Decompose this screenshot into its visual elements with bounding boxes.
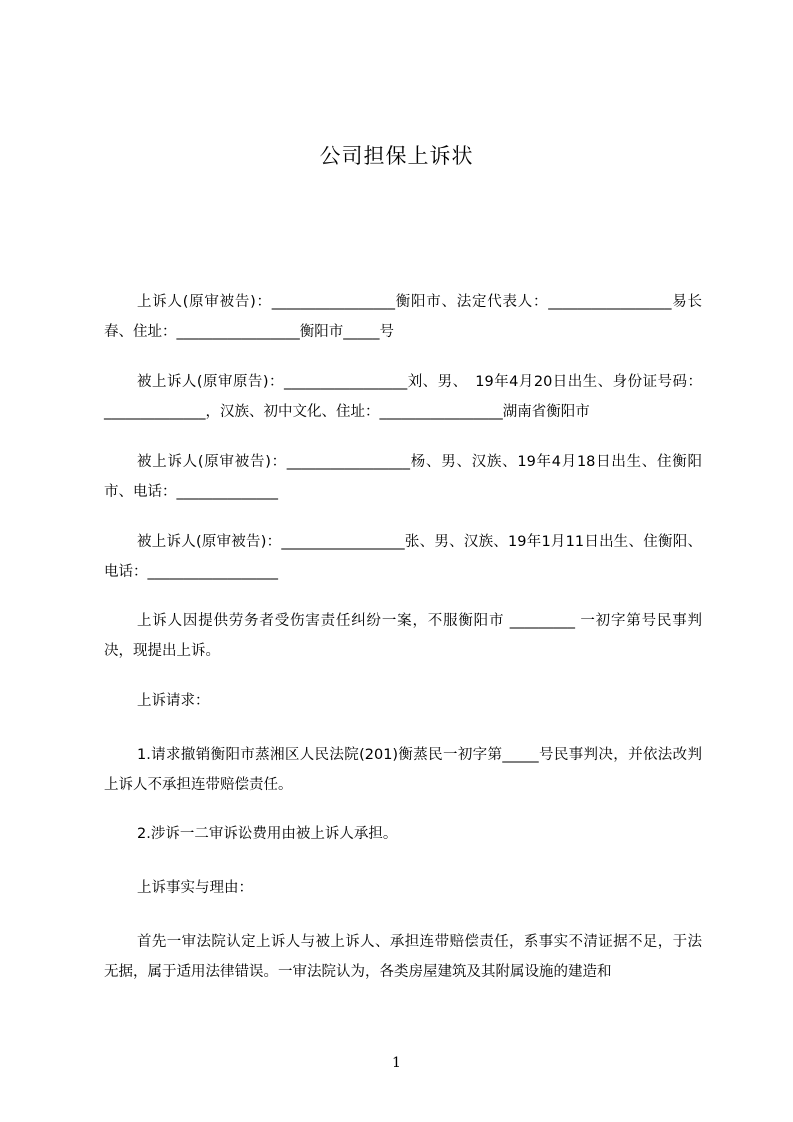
page-number: 1 (392, 1055, 401, 1071)
claim-2-paragraph: 2.涉诉一二审诉讼费用由被上诉人承担。 (137, 826, 398, 842)
case-statement-paragraph: 上诉人因提供劳务者受伤害责任纠纷一案，不服衡阳市 _________ 一初字第号民事判决，现提出上诉。 (104, 613, 702, 659)
facts-heading: 上诉事实与理由： (137, 880, 253, 896)
claim-1-paragraph: 1.请求撤销衡阳市蒸湘区人民法院(201)衡蒸民一初字第_____号民事判决，并依法改判上诉人不承担连带赔偿责任。 (104, 747, 702, 793)
appellant-paragraph: 上诉人(原审被告)：_________________衡阳市、法定代表人：_________________易长春、住址：_________________衡阳市_____号 (104, 294, 702, 340)
claims-heading: 上诉请求： (137, 693, 210, 709)
appellee-3-paragraph: 被上诉人(原审被告)：_________________张、男、汉族、19年1月11日出生、住衡阳、电话：__________________ (104, 534, 702, 580)
document-title: 公司担保上诉状 (319, 144, 474, 168)
facts-paragraph: 首先一审法院认定上诉人与被上诉人、承担连带赔偿责任，系事实不清证据不足，于法无据，属于适用法律错误。一审法院认为，各类房屋建筑及其附属设施的建造和 (104, 934, 702, 980)
appellee-2-paragraph: 被上诉人(原审被告)：_________________杨、男、汉族、19年4月18日出生、住衡阳市、电话：______________ (104, 454, 702, 500)
appellee-1-paragraph: 被上诉人(原审原告)：_________________刘、男、 19年4月20日出生、身份证号码：______________，汉族、初中文化、住址：_________________湖南省衡阳市 (104, 374, 702, 420)
